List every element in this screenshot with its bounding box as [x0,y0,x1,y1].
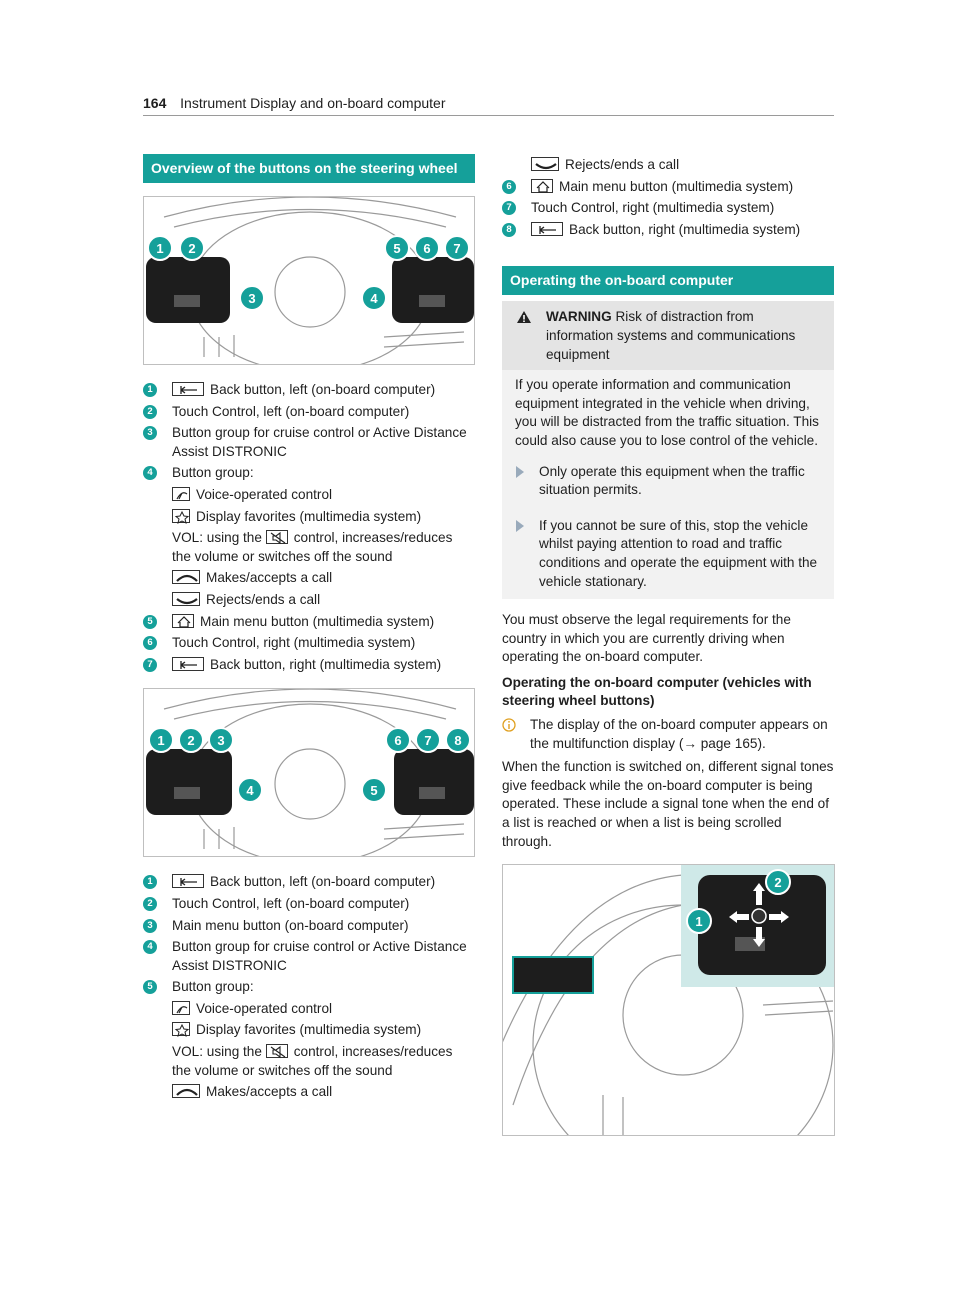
right-column [502,154,834,1136]
info-icon [502,718,516,732]
fig1-callout-2: 2 [188,241,196,256]
list-subitem: Display favorites (multimedia system) [143,1021,475,1040]
warning-triangle-icon [516,310,532,324]
info-note: The display of the on-board computer appears on the multifunction display (→ page 165). [502,716,834,753]
steering-wheel-illustration-2 [144,689,475,857]
legend-list-2 [143,873,475,1102]
subheading-operating: Operating the on-board computer (vehicles with steering wheel buttons) [502,674,812,709]
fig3-callout-1: 1 [695,914,703,930]
list-item: 4 Button group: [143,464,475,483]
list-item: 8 Back button, right (multimedia system) [502,221,834,240]
list-item: 2 Touch Control, left (on-board computer) [143,895,475,914]
phone-accept-icon [172,1084,200,1098]
star-icon [172,1022,190,1036]
fig2-callout-2: 2 [187,733,195,749]
mute-icon [266,1044,288,1058]
voice-icon [172,487,190,501]
warning-label: WARNING [546,309,612,325]
list-item: 5 Button group: [143,978,475,997]
list-item: 3 Main menu button (on-board computer) [143,917,475,936]
fig2-callout-1: 1 [157,733,165,749]
legend-list-2-continued [502,156,834,239]
fig1-callout-6: 6 [423,241,431,256]
list-item: 1 Back button, left (on-board computer) [143,381,475,400]
fig2-callout-3: 3 [217,733,225,749]
bullet-arrow-icon [516,466,524,478]
back-icon [172,382,204,396]
back-icon [172,874,204,888]
section-title-overview: Overview of the buttons on the steering wheel [143,154,475,183]
phone-accept-icon [172,570,200,584]
list-item: 6 Touch Control, right (multimedia system) [143,634,475,653]
warning-heading-text: Risk of distraction from information systems and communications equipment [546,309,796,362]
list-subitem: Makes/accepts a call [143,1083,475,1102]
section-title-operating: Operating the on-board computer [502,266,834,295]
list-item: 7 Back button, right (multimedia system) [143,656,475,675]
voice-icon [172,1001,190,1015]
list-subitem: Voice-operated control [143,486,475,505]
phone-reject-icon [531,157,559,171]
fig2-callout-5: 5 [370,783,378,799]
list-subitem: Display favorites (multimedia system) [143,508,475,527]
list-subitem: Voice-operated control [143,1000,475,1019]
fig3-callout-2: 2 [774,875,782,891]
fig2-callout-7: 7 [424,733,432,749]
list-subitem: Rejects/ends a call [143,591,475,610]
star-icon [172,509,190,523]
left-column [143,154,475,1102]
steering-wheel-illustration-3 [503,865,835,1136]
warning-header [502,301,834,370]
paragraph-signal-tones: When the function is switched on, different signal tones give feedback while the on-board computer is being operated. These include a signal tone when the end of a list is reached or when a list is being scrolled through. [502,759,834,849]
page-header [143,94,834,116]
list-subitem: Makes/accepts a call [143,569,475,588]
list-item: 3 Button group for cruise control or Active Distance Assist DISTRONIC [143,424,475,461]
fig1-callout-7: 7 [453,241,461,256]
paragraph-legal: You must observe the legal requirements for the country in which you are currently driving when operating the on-board computer. [502,612,791,665]
steering-wheel-figure-2 [143,688,475,857]
list-item: 6 Main menu button (multimedia system) [502,178,834,197]
page-chapter-title: Instrument Display and on-board computer [180,95,446,111]
warning-body-text: If you operate information and communication equipment integrated in the vehicle when driving, you will be distracted from the traffic situation. This could also cause you to lose control of the vehicle. [515,377,819,448]
list-subitem: Rejects/ends a call [502,156,834,175]
list-item: 5 Main menu button (multimedia system) [143,613,475,632]
phone-reject-icon [172,592,200,606]
mute-icon [266,530,288,544]
fig1-callout-4: 4 [370,291,378,306]
list-item: 2 Touch Control, left (on-board computer) [143,403,475,422]
fig2-callout-4: 4 [246,783,254,799]
list-subitem-vol: VOL: using the control, increases/reduces the volume or switches off the sound [172,530,453,564]
back-icon [172,657,204,671]
home-icon [531,179,553,193]
warning-bullet-1: Only operate this equipment when the traffic situation permits. [515,463,824,500]
fig1-callout-3: 3 [248,291,256,306]
home-icon [172,614,194,628]
warning-body [502,370,834,599]
legend-list-1 [143,381,475,674]
fig1-callout-5: 5 [393,241,401,256]
fig1-callout-1: 1 [156,241,164,256]
list-subitem-vol: VOL: using the control, increases/reduces the volume or switches off the sound [172,1044,453,1078]
warning-box [502,301,834,599]
list-item: 7 Touch Control, right (multimedia system) [502,199,834,218]
warning-bullet-2: If you cannot be sure of this, stop the vehicle whilst paying attention to road and traffic conditions and operate the equipment with the vehicle stationary. [515,517,824,591]
list-item: 1 Back button, left (on-board computer) [143,873,475,892]
steering-wheel-illustration-1 [144,197,475,365]
bullet-arrow-icon [516,520,524,532]
fig2-callout-6: 6 [394,733,402,749]
fig2-callout-8: 8 [454,733,462,749]
steering-wheel-figure-1 [143,196,475,365]
back-icon [531,222,563,236]
list-item: 4 Button group for cruise control or Active Distance Assist DISTRONIC [143,938,475,975]
steering-wheel-figure-3 [502,864,835,1136]
page-number: 164 [143,95,167,111]
